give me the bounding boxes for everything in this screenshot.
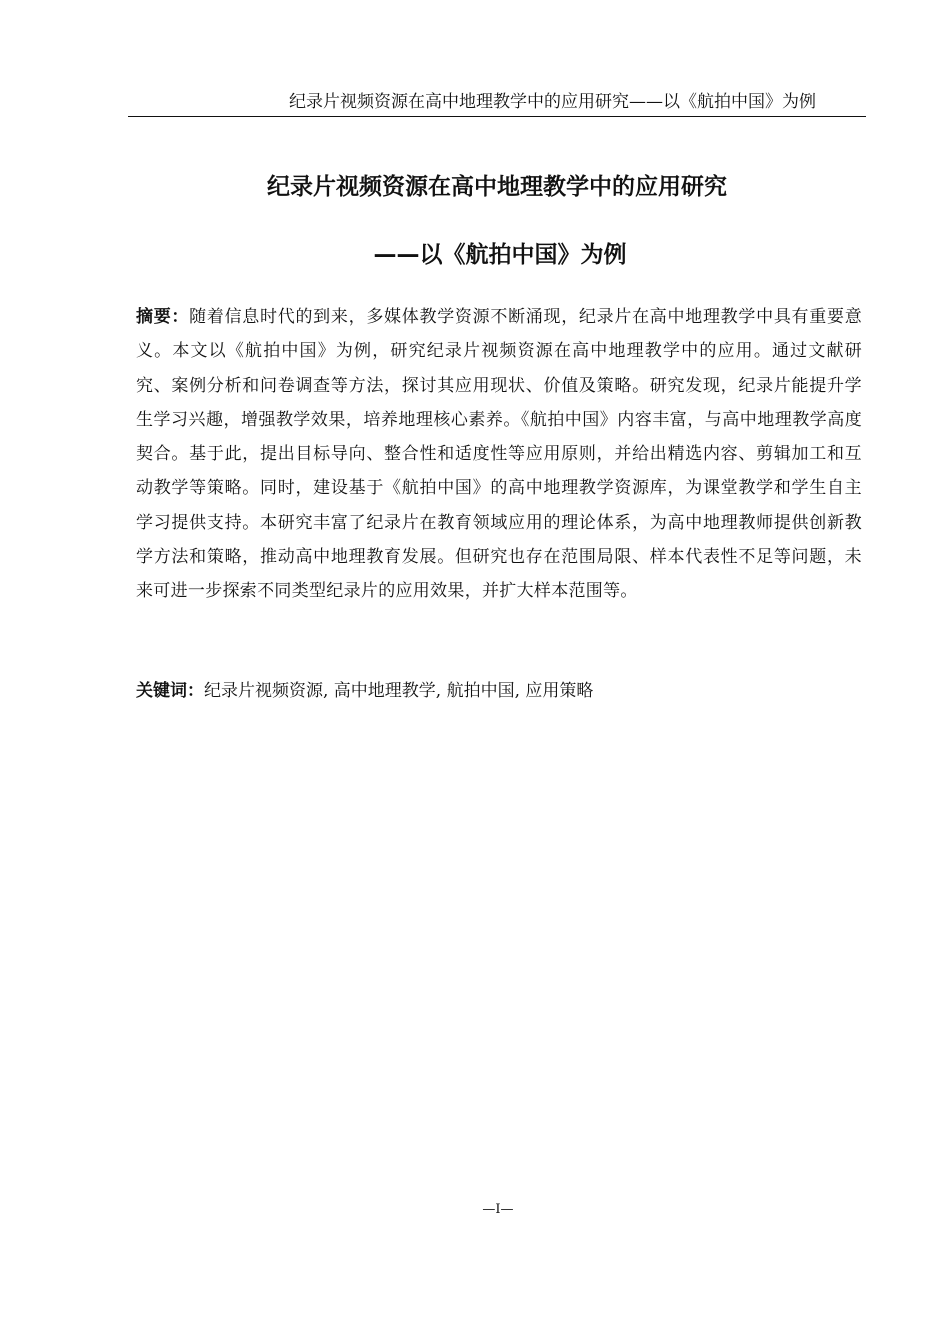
running-header-title: 纪录片视频资源在高中地理教学中的应用研究——以《航拍中国》为例 xyxy=(289,92,816,112)
running-header xyxy=(128,90,866,117)
keywords-label: 关键词： xyxy=(136,681,204,701)
abstract-label: 摘要： xyxy=(136,307,190,327)
document-title-block xyxy=(0,165,950,277)
keywords-text: 纪录片视频资源, 高中地理教学, 航拍中国, 应用策略 xyxy=(204,681,594,701)
page-number: —I— xyxy=(482,1202,514,1217)
abstract-paragraph xyxy=(136,300,862,609)
document-title: 纪录片视频资源在高中地理教学中的应用研究 xyxy=(267,174,727,200)
keywords-line xyxy=(136,674,862,708)
document-subtitle: ——以《航拍中国》为例 xyxy=(373,242,627,268)
abstract-text: 随着信息时代的到来，多媒体教学资源不断涌现，纪录片在高中地理教学中具有重要意义。本文以《航拍中国》为例，研究纪录片视频资源在高中地理教学中的应用。通过文献研究、案例分析和问卷调查等方法，探讨其应用现状、价值及策略。研究发现，纪录片能提升学生学习兴趣，增强教学效果，培养地理核心素养。《航拍中国》内容丰富，与高中地理教学高度契合。基于此，提出目标导向、整合性和适度性等应用原则，并给出精选内容、剪辑加工和互动教学等策略。同时，建设基于《航拍中国》的高中地理教学资源库，为课堂教学和学生自主学习提供支持。本研究丰富了纪录片在教育领域应用的理论体系，为高中地理教师提供创新教学方法和策略，推动高中地理教育发展。但研究也存在范围局限、样本代表性不足等问题，未来可进一步探索不同类型纪录片的应用效果，并扩大样本范围等。 xyxy=(136,307,862,602)
